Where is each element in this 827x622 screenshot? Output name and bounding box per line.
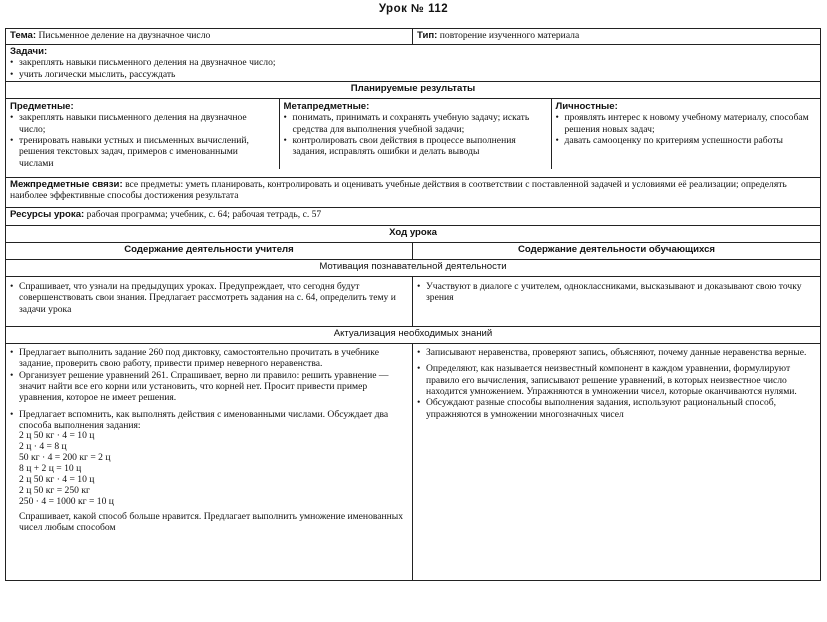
stage-actualization-students	[413, 344, 821, 581]
topic-value: Письменное деление на двузначное число	[38, 30, 211, 41]
students-activity-item: • Участвуют в диалоге с учителем, одноклассниками, высказывают и доказывают свою точку зрения	[417, 281, 816, 304]
tasks-cell	[6, 45, 821, 82]
teacher-activity-text: Спрашивает, какой способ больше нравится. Предлагает выполнить умножение именованных чисел любым способом	[19, 510, 404, 533]
planned-results-cell	[6, 99, 821, 178]
calc-line: 250 · 4 = 1000 кг = 10 ц	[19, 495, 114, 507]
personal-result-item: • проявлять интерес к новому учебному материалу, способам решения новых задач;	[556, 112, 818, 135]
calc-line: 2 ц · 4 = 8 ц	[19, 441, 67, 453]
personal-results-label: Личностные:	[555, 101, 618, 112]
planned-results-columns	[6, 99, 821, 169]
subject-results	[6, 99, 279, 169]
students-activity-item: • Определяют, как называется неизвестный компонент в каждом уравнении, формулируют правило его вычисления, записывают решение уравнений, в которых неизвестное число находится умножением. Упражняются в умножении чисел, которые оканчиваются нулями.	[417, 363, 816, 397]
stage-actualization-row	[6, 327, 821, 344]
planned-results-heading: Планируемые результаты	[6, 82, 821, 99]
topic-label: Тема:	[10, 30, 37, 41]
resources-value: рабочая программа; учебник, с. 64; рабочая тетрадь, с. 57	[86, 209, 322, 220]
personal-results	[551, 99, 821, 169]
interdisciplinary-row	[6, 178, 821, 208]
teacher-column-header: Содержание деятельности учителя	[6, 243, 413, 260]
calc-line: 2 ц 50 кг · 4 = 10 ц	[19, 473, 95, 485]
course-heading: Ход урока	[6, 226, 821, 243]
stage-actualization-title: Актуализация необходимых знаний	[6, 327, 821, 344]
task-item: • учить логически мыслить, рассуждать	[10, 69, 816, 80]
personal-result-item: • давать самооценку по критериям успешности работы	[556, 135, 818, 146]
lesson-title: Урок № 112	[378, 3, 449, 15]
resources-row	[6, 208, 821, 226]
students-column-header: Содержание деятельности обучающихся	[413, 243, 821, 260]
type-value: повторение изученного материала	[439, 30, 580, 41]
subject-result-item: • тренировать навыки устных и письменных вычислений, решения текстовых задач, примеров с именованными числами	[10, 135, 275, 169]
tasks-label: Задачи:	[10, 46, 48, 57]
stage-motivation-row	[6, 260, 821, 277]
interdisciplinary-label: Межпредметные связи:	[10, 179, 123, 190]
students-activity-item: • Обсуждают разные способы выполнения задания, используют рациональный способ, упражняются в умножении многозначных чисел	[417, 397, 816, 420]
meta-results-label: Метапредметные:	[283, 101, 370, 112]
calc-line: 2 ц 50 кг = 250 кг	[19, 484, 90, 496]
resources-label: Ресурсы урока:	[10, 209, 85, 220]
interdisciplinary-value: все предметы: уметь планировать, контролировать и оценивать учебные действия в соответствии с поставленной задачей и условиями её реализации; определять наиболее эффективные способы достижения результата	[10, 179, 787, 202]
teacher-activity-item: • Спрашивает, что узнали на предыдущих уроках. Предупреждает, что сегодня будут совершенствовать свои знания. Предлагает рассмотреть задания на с. 64, определить тему и задачи урока	[10, 281, 408, 315]
stage-motivation-content-row	[6, 277, 821, 327]
interdisciplinary-cell	[6, 178, 821, 208]
stage-motivation-title: Мотивация познавательной деятельности	[6, 260, 821, 277]
calc-line: 8 ц + 2 ц = 10 ц	[19, 462, 82, 474]
stage-actualization-content-row	[6, 344, 821, 581]
calc-line: 2 ц 50 кг · 4 = 10 ц	[19, 430, 95, 442]
teacher-activity-item: • Предлагает вспомнить, как выполнять действия с именованными числами. Обсуждает два способа выполнения задания:	[10, 409, 408, 432]
task-item: • закреплять навыки письменного деления на двузначное число;	[10, 57, 816, 68]
stage-motivation-students	[413, 277, 821, 327]
meta-result-item: • понимать, принимать и сохранять учебную задачу; искать средства для выполнения учебной задачи;	[284, 112, 547, 135]
teacher-activity-item: • Организует решение уравнений 261. Спрашивает, верно ли правило: решить уравнение — значит найти все его корни или установить, что корней нет. Просит привести пример уравнения, которое не имеет решения.	[10, 370, 408, 404]
topic-cell	[6, 29, 413, 45]
lesson-plan-table	[5, 28, 821, 581]
students-activity-item: • Записывают неравенства, проверяют запись, объясняют, почему данные неравенства верные.	[417, 347, 816, 358]
stage-motivation-teacher	[6, 277, 413, 327]
calc-line: 50 кг · 4 = 200 кг = 2 ц	[19, 452, 111, 464]
meta-results	[279, 99, 551, 169]
resources-cell	[6, 208, 821, 226]
course-heading-row	[6, 226, 821, 243]
subject-results-label: Предметные:	[10, 101, 74, 112]
teacher-activity-item: • Предлагает выполнить задание 260 под диктовку, самостоятельно прочитать в учебнике задание, проверить свою работу, привести пример неверного неравенства.	[10, 347, 408, 370]
calculation-lines	[10, 431, 408, 507]
type-label: Тип:	[417, 30, 438, 41]
subject-result-item: • закреплять навыки письменного деления на двузначное число;	[10, 112, 275, 135]
planned-results-heading-row	[6, 82, 821, 99]
tasks-list	[10, 57, 816, 80]
tasks-row	[6, 45, 821, 82]
course-columns-header-row	[6, 243, 821, 260]
meta-result-item: • контролировать свои действия в процессе выполнения задания, исправлять ошибки и делать выводы	[284, 135, 547, 158]
planned-results-row	[6, 99, 821, 178]
type-cell	[413, 29, 821, 45]
stage-actualization-teacher	[6, 344, 413, 581]
topic-row	[6, 29, 821, 45]
